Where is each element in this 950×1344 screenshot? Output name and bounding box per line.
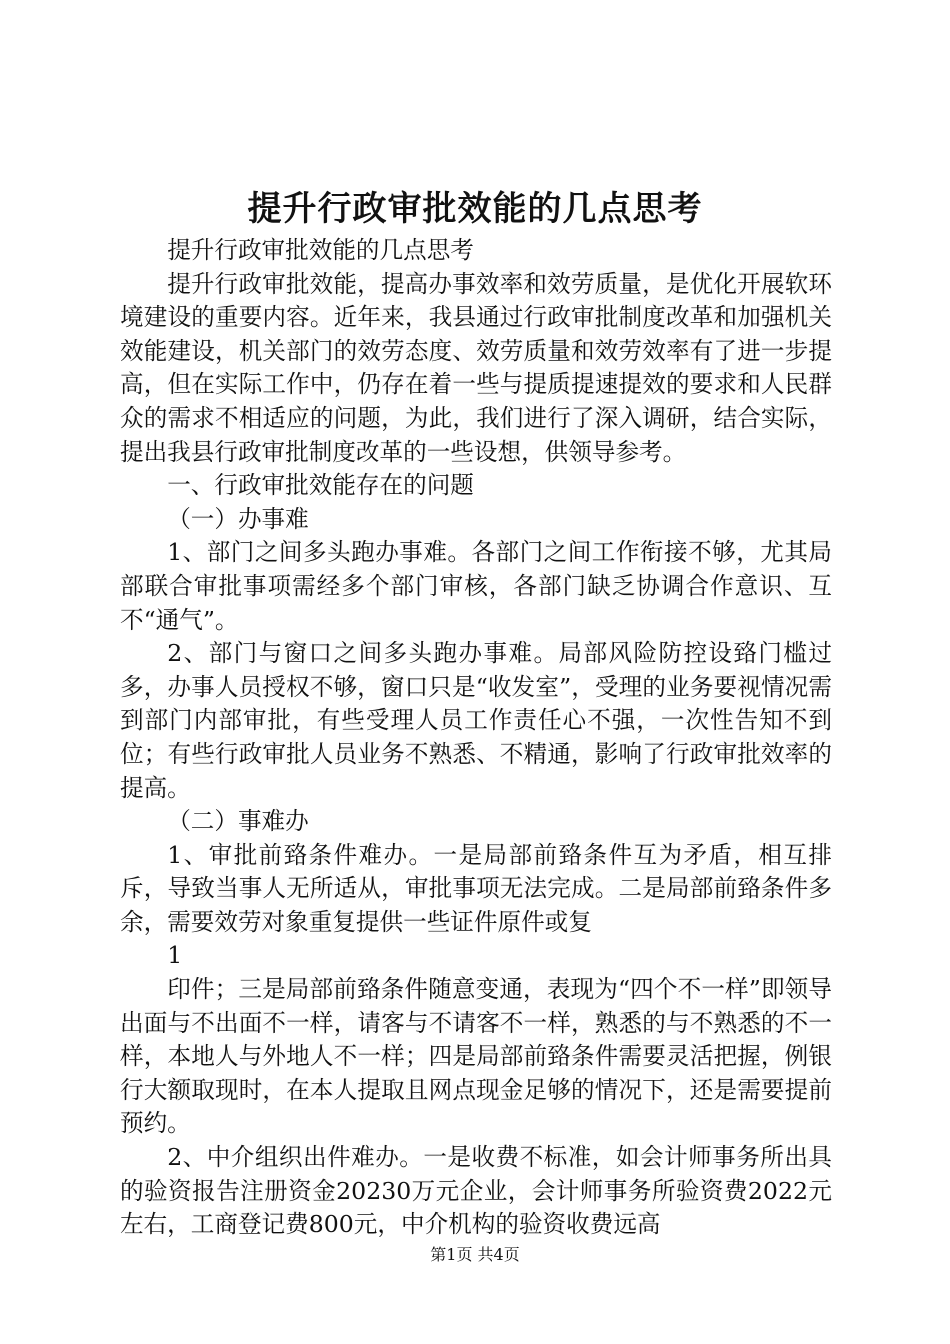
subsection-heading-1: （一）办事难 [167,504,309,533]
paragraph-continuation-2: 2、中介组织出件难办。一是收费不标准，如会计师事务所出具的验资报告注册资金20230万元企业，会计师事务所验资费2022元左右，工商登记费800元，中介机构的验资收费远高 [120,1143,832,1239]
paragraph-item-1-1: 1、部门之间多头跑办事难。各部门之间工作衔接不够，尤其局部联合审批事项需经多个部门审核，各部门缺乏协调合作意识、互不“通气”。 [120,538,832,634]
page-marker: 1 [167,941,183,970]
section-heading-problems: 一、行政审批效能存在的问题 [167,471,474,500]
document-body [120,234,832,1242]
paragraph-item-1-2: 2、部门与窗口之间多头跑办事难。局部风险防控设臵门槛过多，办事人员授权不够，窗口只是“收发室”，受理的业务要视情况需到部门内部审批，有些受理人员工作责任心不强，一次性告知不到位；有些行政审批人员业务不熟悉、不精通，影响了行政审批效率的提高。 [120,639,832,802]
page-footer: 第1页 共4页 [430,1245,520,1264]
subsection-heading-2: （二）事难办 [167,807,309,836]
document-title: 提升行政审批效能的几点思考 [247,189,703,229]
paragraph-item-2-1: 1、审批前臵条件难办。一是局部前臵条件互为矛盾，相互排斥，导致当事人无所适从，审批事项无法完成。二是局部前臵条件多余，需要效劳对象重复提供一些证件原件或复 [120,840,832,936]
paragraph-continuation-1: 印件；三是局部前臵条件随意变通，表现为“四个不一样”即领导出面与不出面不一样，请客与不请客不一样，熟悉的与不熟悉的不一样，本地人与外地人不一样；四是局部前臵条件需要灵活把握，例银行大额取现时，在本人提取且网点现金足够的情况下，还是需要提前预约。 [120,975,832,1138]
paragraph-intro: 提升行政审批效能，提高办事效率和效劳质量，是优化开展软环境建设的重要内容。近年来，我县通过行政审批制度改革和加强机关效能建设，机关部门的效劳态度、效劳质量和效劳效率有了进一步提高，但在实际工作中，仍存在着一些与提质提速提效的要求和人民群众的需求不相适应的问题，为此，我们进行了深入调研，结合实际，提出我县行政审批制度改革的一些设想，供领导参考。 [120,269,832,466]
paragraph-subtitle: 提升行政审批效能的几点思考 [167,236,474,264]
